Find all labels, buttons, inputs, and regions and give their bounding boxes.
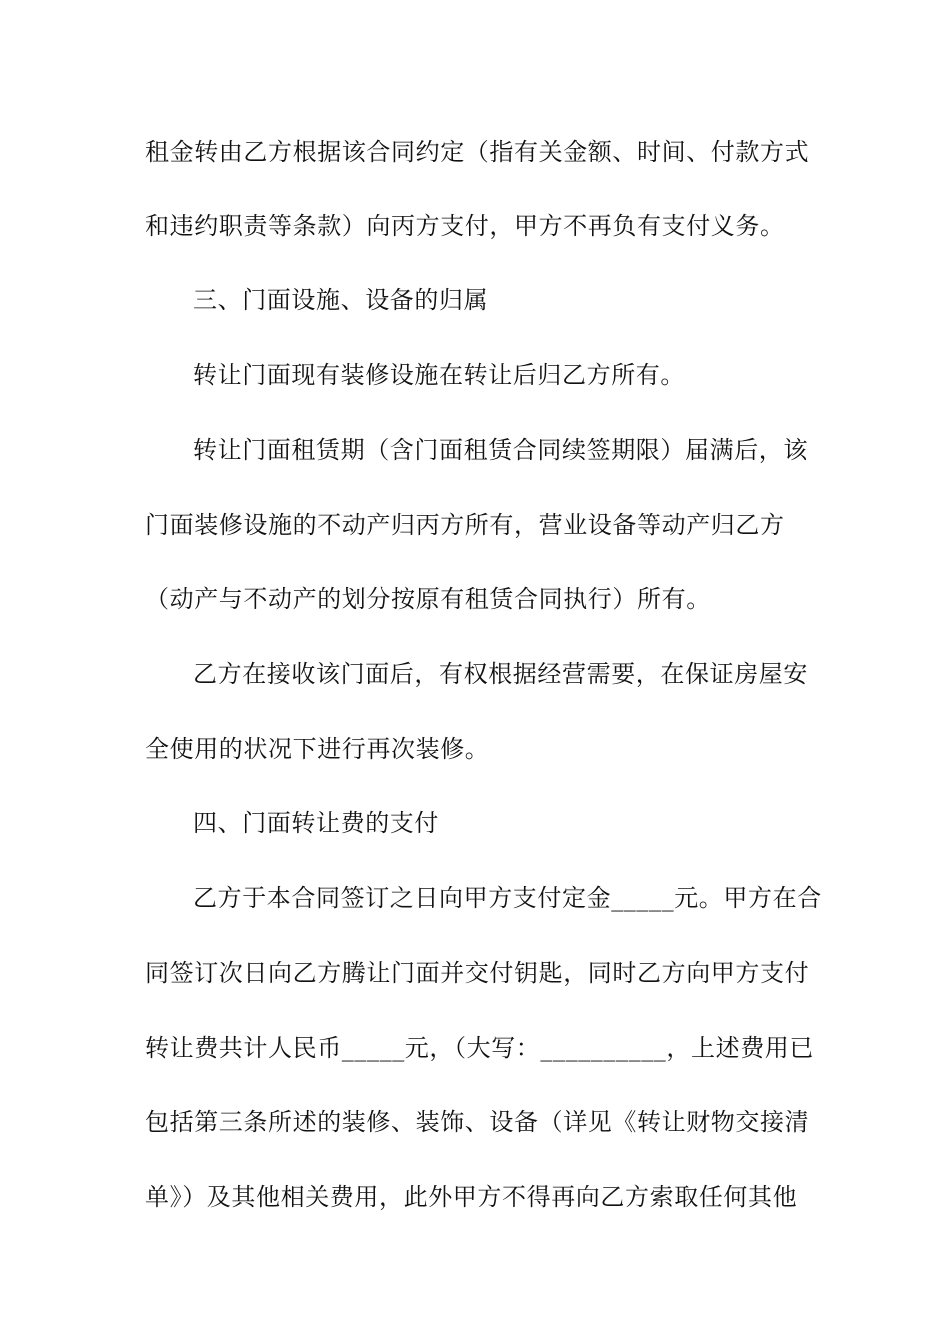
paragraph-line: 租金转由乙方根据该合同约定（指有关金额、时间、付款方式 xyxy=(145,138,810,166)
paragraph-line: 包括第三条所述的装修、装饰、设备（详见《转让财物交接清 xyxy=(145,1108,810,1136)
paragraph-line: 转让费共计人民币_____元，（大写：__________，上述费用已 xyxy=(145,1034,814,1062)
paragraph-line: 门面装修设施的不动产归丙方所有，营业设备等动产归乙方 xyxy=(145,511,785,539)
paragraph-line: 乙方于本合同签订之日向甲方支付定金_____元。甲方在合 xyxy=(193,884,822,912)
section-heading: 三、门面设施、设备的归属 xyxy=(193,286,489,314)
paragraph-line: 乙方在接收该门面后，有权根据经营需要，在保证房屋安 xyxy=(193,660,808,688)
paragraph-line: 同签订次日向乙方腾让门面并交付钥匙，同时乙方向甲方支付 xyxy=(145,959,810,987)
paragraph-line: （动产与不动产的划分按原有租赁合同执行）所有。 xyxy=(145,585,711,613)
paragraph-line: 全使用的状况下进行再次装修。 xyxy=(145,735,490,763)
paragraph-line: 单》）及其他相关费用，此外甲方不得再向乙方索取任何其他 xyxy=(145,1183,798,1211)
paragraph-line: 转让门面租赁期（含门面租赁合同续签期限）届满后，该 xyxy=(193,436,808,464)
paragraph-line: 转让门面现有装修设施在转让后归乙方所有。 xyxy=(193,361,685,389)
section-heading: 四、门面转让费的支付 xyxy=(193,809,439,837)
paragraph-line: 和违约职责等条款）向丙方支付，甲方不再负有支付义务。 xyxy=(145,212,785,240)
